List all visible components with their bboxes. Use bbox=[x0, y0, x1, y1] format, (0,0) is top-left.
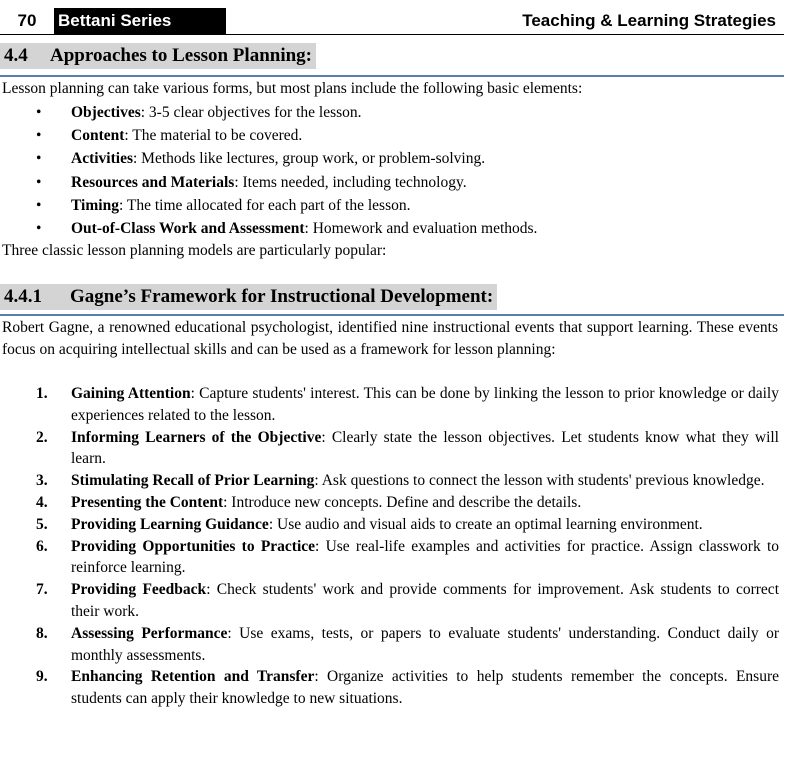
element-desc: : Items needed, including technology. bbox=[234, 173, 467, 191]
event-term: Informing Learners of the Objective bbox=[71, 428, 322, 446]
section-rule bbox=[0, 75, 784, 77]
list-item bbox=[0, 124, 780, 147]
subsection-heading bbox=[0, 284, 497, 310]
bullet-icon: • bbox=[36, 127, 42, 145]
bullet-icon: • bbox=[36, 220, 42, 238]
element-term: Objectives bbox=[71, 104, 141, 121]
event-desc: : Ask questions to connect the lesson with students' previous knowledge. bbox=[314, 472, 765, 490]
list-item bbox=[0, 383, 779, 427]
event-term: Providing Opportunities to Practice bbox=[71, 537, 316, 555]
event-number: 9. bbox=[36, 668, 48, 686]
event-desc: : Clearly state the lesson objectives. Let students know what they will learn. bbox=[71, 428, 779, 468]
event-number: 8. bbox=[36, 624, 48, 642]
event-term: Presenting the Content bbox=[71, 493, 224, 511]
list-item bbox=[0, 147, 780, 170]
event-desc: : Organize activities to help students remember the concepts. Ensure students can apply their knowledge to new situations. bbox=[71, 668, 779, 708]
bullet-icon: • bbox=[36, 104, 42, 121]
list-item bbox=[0, 492, 779, 514]
series-label: Bettani Series bbox=[54, 8, 226, 34]
section-heading bbox=[0, 43, 316, 69]
elements-list bbox=[0, 101, 780, 240]
list-item bbox=[0, 666, 779, 710]
page-number: 70 bbox=[17, 11, 37, 30]
subsection-rule bbox=[0, 314, 784, 316]
list-item bbox=[0, 470, 779, 492]
list-item bbox=[0, 101, 780, 124]
page-header bbox=[0, 0, 788, 36]
section-title: Approaches to Lesson Planning: bbox=[50, 45, 313, 66]
bullet-icon: • bbox=[36, 196, 42, 214]
subsection-title: Gagne’s Framework for Instructional Development: bbox=[70, 286, 494, 307]
element-term: Timing bbox=[71, 196, 119, 214]
event-number: 2. bbox=[36, 428, 48, 446]
event-desc: : Use exams, tests, or papers to evaluate students' understanding. Conduct daily or monthly assessments. bbox=[71, 624, 779, 664]
list-item bbox=[0, 217, 780, 240]
bullet-icon: • bbox=[36, 150, 42, 168]
bullet-icon: • bbox=[36, 173, 42, 191]
list-item bbox=[0, 579, 779, 623]
event-term: Enhancing Retention and Transfer bbox=[71, 668, 315, 686]
event-number: 5. bbox=[36, 515, 48, 533]
list-item bbox=[0, 514, 779, 536]
element-desc: : 3-5 clear objectives for the lesson. bbox=[140, 104, 362, 121]
book-title: Teaching & Learning Strategies bbox=[522, 11, 776, 30]
event-term: Providing Learning Guidance bbox=[71, 515, 269, 533]
subsection-number: 4.4.1 bbox=[4, 286, 42, 307]
element-term: Resources and Materials bbox=[71, 173, 235, 191]
event-term: Stimulating Recall of Prior Learning bbox=[71, 472, 315, 490]
element-desc: : Methods like lectures, group work, or problem-solving. bbox=[132, 150, 486, 168]
list-item bbox=[0, 536, 779, 580]
event-term: Assessing Performance bbox=[71, 624, 228, 642]
element-term: Out-of-Class Work and Assessment bbox=[71, 220, 305, 238]
element-term: Activities bbox=[71, 150, 133, 168]
list-item bbox=[0, 427, 779, 471]
element-desc: : The time allocated for each part of the lesson. bbox=[118, 196, 411, 214]
event-desc: : Capture students' interest. This can be done by linking the lesson to prior knowledge or daily experiences related to the lesson. bbox=[71, 385, 779, 424]
list-item bbox=[0, 623, 779, 667]
header-rule bbox=[0, 34, 784, 35]
event-desc: : Check students' work and provide comments for improvement. Ask students to correct their work. bbox=[71, 581, 779, 620]
event-number: 3. bbox=[36, 472, 48, 490]
event-number: 4. bbox=[36, 493, 48, 511]
event-desc: : Use real-life examples and activities for practice. Assign classwork to reinforce learning. bbox=[71, 537, 779, 577]
event-number: 6. bbox=[36, 537, 48, 555]
section-number: 4.4 bbox=[4, 45, 28, 66]
event-desc: : Use audio and visual aids to create an optimal learning environment. bbox=[268, 515, 703, 533]
section-outro: Three classic lesson planning models are particularly popular: bbox=[2, 242, 387, 259]
element-desc: : The material to be covered. bbox=[124, 127, 303, 145]
event-term: Providing Feedback bbox=[71, 581, 207, 599]
section-intro: Lesson planning can take various forms, but most plans include the following basic elements: bbox=[2, 80, 583, 97]
list-item bbox=[0, 194, 780, 217]
element-term: Content bbox=[71, 127, 125, 145]
event-desc: : Introduce new concepts. Define and describe the details. bbox=[223, 493, 582, 511]
subsection-intro: Robert Gagne, a renowned educational psychologist, identified nine instructional events that support learning. These events focus on acquiring intellectual skills and can be used as a framework for lesson planning: bbox=[2, 319, 778, 358]
list-item bbox=[0, 171, 780, 194]
event-number: 7. bbox=[36, 581, 48, 599]
event-number: 1. bbox=[36, 385, 48, 402]
element-desc: : Homework and evaluation methods. bbox=[304, 220, 538, 238]
event-term: Gaining Attention bbox=[71, 385, 191, 402]
events-list bbox=[0, 383, 779, 710]
